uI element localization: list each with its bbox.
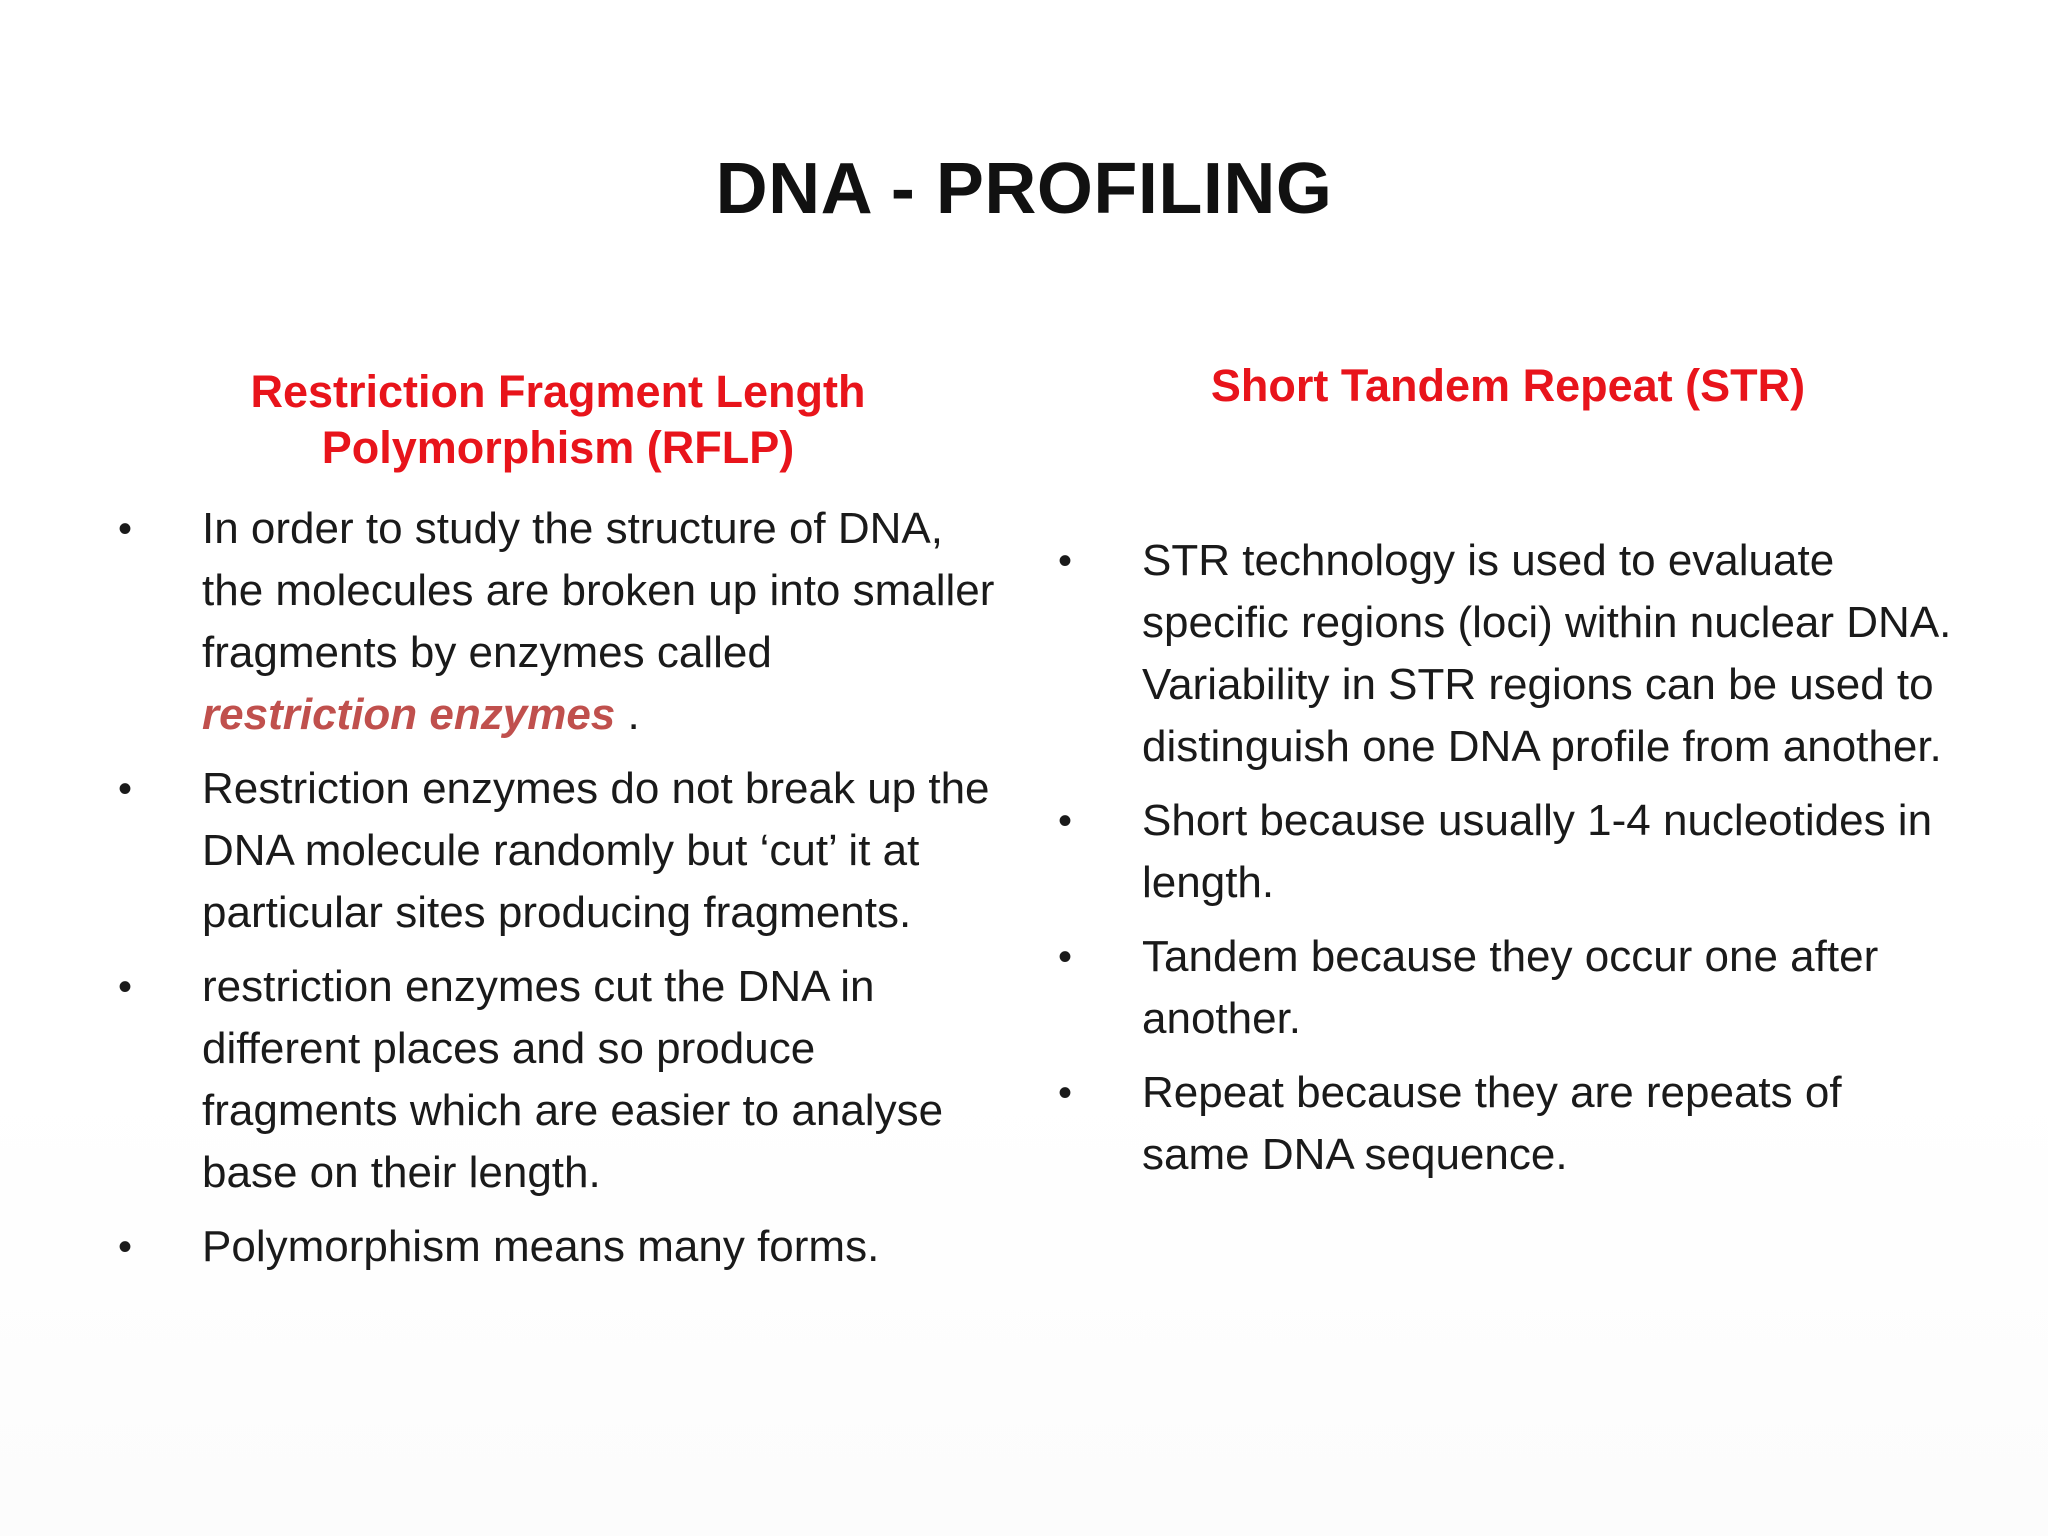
bullet-item [1058,790,1958,914]
rflp-column [118,364,998,1290]
bullet-text: Restriction enzymes do not break up the DNA molecule randomly but ‘cut’ it at particular sites producing fragments. [202,764,990,937]
str-heading: Short Tandem Repeat (STR) [1210,360,1806,411]
str-bullet-list [1058,530,1958,1186]
bullet-text: Repeat because they are repeats of same DNA sequence. [1142,1068,1842,1179]
bullet-icon: • [118,507,133,551]
bullet-text: In order to study the structure of DNA, the molecules are broken up into smaller fragments by enzymes called [202,504,995,677]
bullet-icon: • [118,1225,133,1269]
bullet-item [1058,1062,1958,1186]
bullet-icon: • [1058,799,1073,843]
bullet-item [1058,926,1958,1050]
bullet-item [118,758,998,944]
str-column [1058,358,1958,1198]
rflp-heading: Restriction Fragment Length Polymorphism (RFLP) [250,366,866,473]
bullet-item [118,956,998,1204]
bullet-text: Polymorphism means many forms. [202,1222,880,1271]
bullet-icon: • [118,767,133,811]
bullet-icon: • [118,965,133,1009]
bullet-text: STR technology is used to evaluate specific regions (loci) within nuclear DNA. Variability in STR regions can be used to distinguish one DNA profile from another. [1142,536,1952,771]
rflp-bullet-list [118,498,998,1278]
bullet-text: Tandem because they occur one after another. [1142,932,1879,1043]
bullet-text: Short because usually 1-4 nucleotides in length. [1142,796,1933,907]
emphasis-text: restriction enzymes [202,690,616,739]
bullet-item [118,498,998,746]
bullet-item [1058,530,1958,778]
bullet-suffix: . [615,690,640,739]
slide-title: DNA - PROFILING [715,149,1333,229]
bullet-icon: • [1058,935,1073,979]
bullet-item [118,1216,998,1278]
bullet-text: restriction enzymes cut the DNA in different places and so produce fragments which are easier to analyse base on their length. [202,962,944,1197]
bullet-icon: • [1058,539,1073,583]
bullet-icon: • [1058,1071,1073,1115]
